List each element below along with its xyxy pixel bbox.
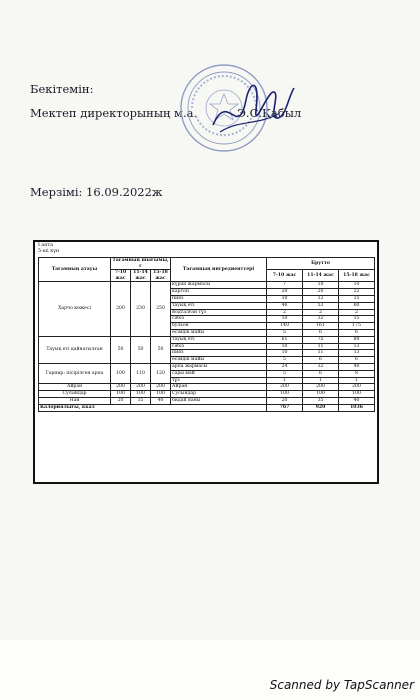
calorie-value-15-18: 1036 xyxy=(339,404,375,411)
brutto-15-18: 89 xyxy=(339,336,375,343)
brutto-7-10: 100 xyxy=(267,391,303,398)
brutto-15-18: 15 xyxy=(339,316,375,323)
brutto-15-18: 6 xyxy=(339,329,375,336)
signer-name: Э.С.Қабыл xyxy=(237,106,302,120)
dish-name: Тауық еті қайнатылған xyxy=(39,336,111,363)
output-11-14: 230 xyxy=(131,282,151,336)
menu-row xyxy=(39,336,375,343)
brutto-15-18: 13 xyxy=(339,343,375,350)
output-7-10: 100 xyxy=(111,391,131,398)
brutto-15-18: 6 xyxy=(339,357,375,364)
header-ingredients: Тағамның ингредиенттері xyxy=(171,258,267,282)
scanner-watermark: Scanned by TapScanner xyxy=(269,678,414,692)
output-7-10: 20 xyxy=(111,397,131,404)
ingredient-name: тұз xyxy=(171,377,267,384)
brutto-7-10: 10 xyxy=(267,343,303,350)
brutto-11-14: 20 xyxy=(303,289,339,296)
handwritten-signature xyxy=(208,70,298,150)
output-7-10: 200 xyxy=(111,282,131,336)
header-age-11-14: 11-14 жас xyxy=(131,270,151,282)
output-7-10: 50 xyxy=(111,336,131,363)
output-15-18: 100 xyxy=(151,391,171,398)
brutto-7-10: 61 xyxy=(267,336,303,343)
brutto-15-18: 1 xyxy=(339,377,375,384)
brutto-11-14: 2 xyxy=(303,309,339,316)
header-brutto: Брутто xyxy=(267,258,375,270)
brutto-11-14: 11 xyxy=(303,343,339,350)
dish-name: Айран xyxy=(39,384,111,391)
calorie-value-11-14: 920 xyxy=(303,404,339,411)
menu-row xyxy=(39,363,375,370)
approval-label: Бекітемін: xyxy=(30,82,94,96)
brutto-7-10: 5 xyxy=(267,357,303,364)
header-brutto-age-15-18: 15-18 жас xyxy=(339,270,375,282)
brutto-7-10: 10 xyxy=(267,350,303,357)
brutto-7-10: 140 xyxy=(267,323,303,330)
menu-day: 5-ші күн xyxy=(38,249,60,254)
brutto-11-14: 100 xyxy=(303,391,339,398)
output-15-18: 40 xyxy=(151,397,171,404)
dish-name: Сусындар xyxy=(39,391,111,398)
brutto-7-10: 46 xyxy=(267,302,303,309)
output-15-18: 120 xyxy=(151,363,171,383)
output-15-18: 50 xyxy=(151,336,171,363)
menu-row xyxy=(39,391,375,398)
brutto-11-14: 12 xyxy=(303,316,339,323)
brutto-11-14: 6 xyxy=(303,329,339,336)
ingredient-name: бульон xyxy=(171,323,267,330)
director-title: Мектеп директорының м.а. xyxy=(30,106,198,120)
header-brutto-age-7-10: 7-10 жас xyxy=(267,270,303,282)
header-output: Тағамның шығымы, г xyxy=(112,258,169,269)
brutto-7-10: 1 xyxy=(267,377,303,384)
ingredient-name: тауық еті xyxy=(171,302,267,309)
menu-row xyxy=(39,397,375,404)
ingredient-name: сары май xyxy=(171,370,267,377)
ingredient-name: өсімдік майы xyxy=(171,329,267,336)
output-11-14: 200 xyxy=(131,384,151,391)
dish-name: Харчо көжесі xyxy=(39,282,111,336)
dish-name: Нан xyxy=(39,397,111,404)
brutto-15-18: 8 xyxy=(339,370,375,377)
brutto-15-18: 40 xyxy=(339,363,375,370)
header-dish-name: Тағамның атауы xyxy=(39,258,111,282)
brutto-15-18: 2 xyxy=(339,309,375,316)
menu-row xyxy=(39,384,375,391)
ingredient-name: картоп xyxy=(171,289,267,296)
brutto-15-18: 100 xyxy=(339,391,375,398)
menu-row xyxy=(39,282,375,289)
ingredient-name: йодталған тұз xyxy=(171,309,267,316)
brutto-11-14: 11 xyxy=(303,350,339,357)
brutto-11-14: 12 xyxy=(303,295,339,302)
brutto-7-10: 24 xyxy=(267,363,303,370)
ingredient-name: сәбіз xyxy=(171,343,267,350)
brutto-11-14: 200 xyxy=(303,384,339,391)
brutto-11-14: 32 xyxy=(303,363,339,370)
output-7-10: 100 xyxy=(111,363,131,383)
brutto-7-10: 2 xyxy=(267,309,303,316)
brutto-11-14: 1 xyxy=(303,377,339,384)
brutto-11-14: 6 xyxy=(303,370,339,377)
ingredient-name: арпа жармасы xyxy=(171,363,267,370)
brutto-11-14: 161 xyxy=(303,323,339,330)
output-15-18: 200 xyxy=(151,384,171,391)
brutto-7-10: 5 xyxy=(267,370,303,377)
brutto-7-10: 20 xyxy=(267,289,303,296)
output-15-18: 250 xyxy=(151,282,171,336)
ingredient-name: пияз xyxy=(171,350,267,357)
brutto-15-18: 22 xyxy=(339,289,375,296)
output-7-10: 200 xyxy=(111,384,131,391)
ingredient-name: Сусындар xyxy=(171,391,267,398)
brutto-11-14: 10 xyxy=(303,282,339,289)
ingredient-name: пияз xyxy=(171,295,267,302)
brutto-15-18: 13 xyxy=(339,350,375,357)
output-11-14: 100 xyxy=(131,391,151,398)
brutto-7-10: 200 xyxy=(267,384,303,391)
brutto-15-18: 15 xyxy=(339,295,375,302)
dish-name: Гарнир: пісірілген арпа xyxy=(39,363,111,383)
brutto-15-18: 60 xyxy=(339,302,375,309)
brutto-7-10: 7 xyxy=(267,282,303,289)
brutto-15-18: 10 xyxy=(339,282,375,289)
ingredient-name: Айран xyxy=(171,384,267,391)
brutto-11-14: 35 xyxy=(303,397,339,404)
ingredient-name: өсімдік майы xyxy=(171,357,267,364)
calorie-value-7-10: 767 xyxy=(267,404,303,411)
menu-table xyxy=(38,257,375,412)
menu-body xyxy=(39,282,375,404)
ingredient-name: бидай наны xyxy=(171,397,267,404)
brutto-11-14: 53 xyxy=(303,302,339,309)
header-brutto-age-11-14: 11-14 жас xyxy=(303,270,339,282)
output-11-14: 50 xyxy=(131,336,151,363)
menu-week: I апта xyxy=(38,243,53,248)
brutto-11-14: 75 xyxy=(303,336,339,343)
brutto-7-10: 10 xyxy=(267,295,303,302)
brutto-7-10: 20 xyxy=(267,397,303,404)
header-age-7-10: 7-10 жас xyxy=(111,270,131,282)
calorie-row xyxy=(39,404,375,411)
ingredient-name: күріш жармасы xyxy=(171,282,267,289)
brutto-15-18: 40 xyxy=(339,397,375,404)
brutto-7-10: 5 xyxy=(267,329,303,336)
output-11-14: 35 xyxy=(131,397,151,404)
brutto-11-14: 6 xyxy=(303,357,339,364)
brutto-7-10: 10 xyxy=(267,316,303,323)
header-age-15-18: 15-18 жас xyxy=(151,270,171,282)
ingredient-name: тауық еті xyxy=(171,336,267,343)
deadline-date: Мерзімі: 16.09.2022ж xyxy=(30,185,163,199)
brutto-15-18: 200 xyxy=(339,384,375,391)
calorie-label: Калориялығы, ккал xyxy=(39,404,267,411)
output-11-14: 110 xyxy=(131,363,151,383)
menu-week-day xyxy=(38,243,59,255)
ingredient-name: сәбіз xyxy=(171,316,267,323)
brutto-15-18: 175 xyxy=(339,323,375,330)
